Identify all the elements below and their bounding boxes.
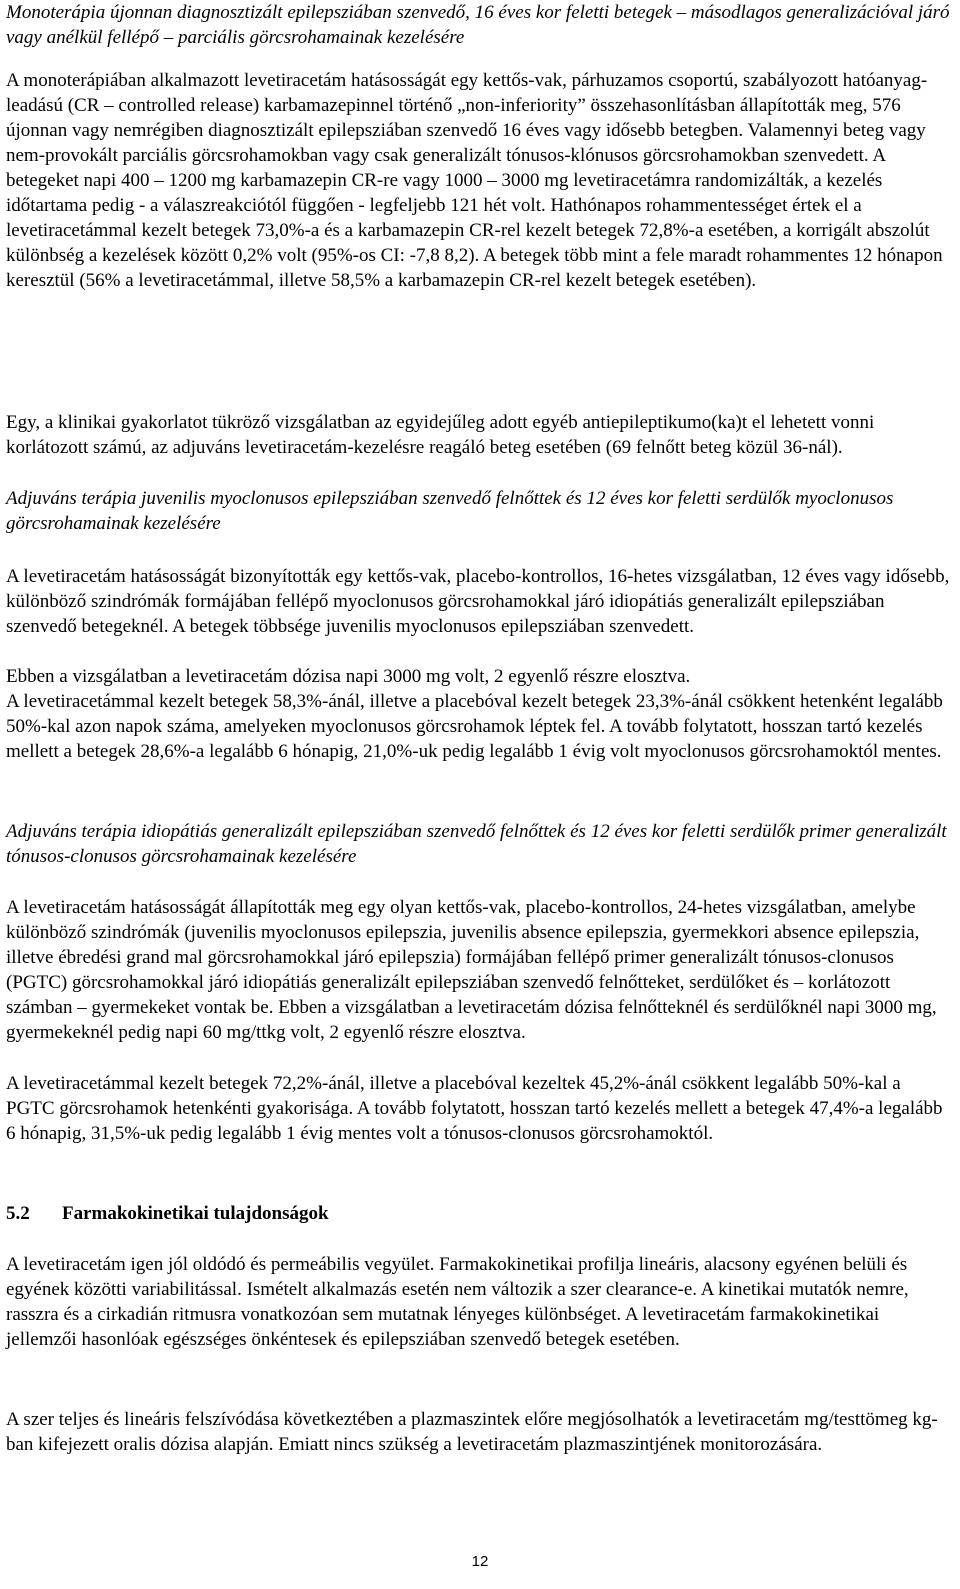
paragraph-absorption: A szer teljes és lineáris felszívódása következtében a plazmaszintek előre megjósolhatók a levetiracetám mg/testtömeg kg-ban kifejezett oralis dózisa alapján. Emiatt nincs szükség a levetiracetám plazmaszintjének monitorozására.	[6, 1409, 938, 1455]
section-heading-pgtc: Adjuváns terápia idiopátiás generalizált epilepsziában szenvedő felnőttek és 12 éves kor feletti serdülők primer generalizált tónusos-clonusos görcsrohamainak kezelésére	[6, 821, 947, 867]
section-heading-monotherapy: Monoterápia újonnan diagnosztizált epilepsziában szenvedő, 16 éves kor feletti betegek – másodlagos generalizációval járó vagy anélkül fellépő – parciális görcsrohamainak kezelésére	[6, 2, 950, 48]
section-number: 5.2	[6, 1203, 30, 1224]
paragraph-clinical-practice: Egy, a klinikai gyakorlatot tükröző vizsgálatban az egyidejűleg adott egyéb antiepileptikumo(ka)t el lehetett vonni korlátozott számú, az adjuváns levetiracetám-kezelésre reagáló beteg esetében (69 felnőtt beteg közül 36-nál).	[6, 412, 875, 458]
section-heading-5-2	[6, 1201, 950, 1226]
paragraph-pharmacokinetics: A levetiracetám igen jól oldódó és permeábilis vegyület. Farmakokinetikai profilja lineáris, alacsony egyénen belüli és egyének közötti variabilitással. Ismételt alkalmazás esetén nem változik a szer clearance-e. A kinetikai mutatók nemre, rasszra és a cirkadián ritmusra vonatkozóan sem mutatnak lényeges különbséget. A levetiracetám farmakokinetikai jellemzői hasonlóak egészséges önkéntesek és epilepsziában szenvedő betegek esetében.	[6, 1254, 909, 1350]
section-title: Farmakokinetikai tulajdonságok	[62, 1203, 329, 1224]
page-number: 12	[471, 1553, 489, 1570]
paragraph-myoclonic-dose: Ebben a vizsgálatban a levetiracetám dózisa napi 3000 mg volt, 2 egyenlő részre elosztva.	[6, 666, 691, 687]
section-heading-myoclonic: Adjuváns terápia juvenilis myoclonusos epilepsziában szenvedő felnőttek és 12 éves kor feletti serdülők myoclonusos görcsrohamainak kezelésére	[6, 488, 894, 534]
paragraph-myoclonic-results: A levetiracetámmal kezelt betegek 58,3%-ánál, illetve a placebóval kezelt betegek 23,3%-ánál csökkent hetenként legalább 50%-kal azon napok száma, amelyeken myoclonusos görcsrohamok léptek fel. A tovább folytatott, hosszan tartó kezelés mellett a betegek 28,6%-a legalább 6 hónapig, 21,0%-uk pedig legalább 1 évig volt myoclonusos görcsrohamoktól mentes.	[6, 691, 943, 762]
paragraph-myoclonic-efficacy: A levetiracetám hatásosságát bizonyították egy kettős-vak, placebo-kontrollos, 16-hetes vizsgálatban, 12 éves vagy idősebb, különböző szindrómák formájában fellépő myoclonusos görcsrohamokkal járó idiopátiás generalizált epilepsziában szenvedő betegeknél. A betegek többsége juvenilis myoclonusos epilepsziában szenvedett.	[6, 566, 950, 637]
paragraph-pgtc-efficacy: A levetiracetám hatásosságát állapították meg egy olyan kettős-vak, placebo-kontrollos, 24-hetes vizsgálatban, amelybe különböző szindrómák (juvenilis myoclonusos epilepszia, juvenilis absence epilepszia, gyermekkori absence epilepszia, illetve ébredési grand mal görcsrohamokkal járó epilepszia) formájában fellépő primer generalizált tónusos-clonusos (PGTC) görcsrohamokkal járó idiopátiás generalizált epilepsziában szenvedő felnőtteket, serdülőket és – korlátozott számban – gyermekeket vontak be. Ebben a vizsgálatban a levetiracetám dózisa felnőtteknél és serdülőknél napi 3000 mg, gyermekeknél pedig napi 60 mg/ttkg volt, 2 egyenlő részre elosztva.	[6, 897, 937, 1043]
paragraph-monotherapy-efficacy: A monoterápiában alkalmazott levetiracetám hatásosságát egy kettős-vak, párhuzamos csoportú, szabályozott hatóanyag-leadású (CR – controlled release) karbamazepinnel történő „non-inferiority” összehasonlításban állapították meg, 576 újonnan vagy nemrégiben diagnosztizált epilepsziában szenvedő 16 éves vagy idősebb betegben. Valamennyi beteg vagy nem-provokált parciális görcsrohamokban vagy csak generalizált tónusos-klónusos görcsrohamokban szenvedett. A betegeket napi 400 – 1200 mg karbamazepin CR-re vagy 1000 – 3000 mg levetiracetámra randomizálták, a kezelés időtartama pedig - a válaszreakciótól függően - legfeljebb 121 hét volt. Hathónapos rohammentességet értek el a levetiracetámmal kezelt betegek 73,0%-a és a karbamazepin CR-rel kezelt betegek 72,8%-a esetében, a korrigált abszolút különbség a kezelések között 0,2% volt (95%-os CI: -7,8 8,2). A betegek több mint a fele maradt rohammentes 12 hónapon keresztül (56% a levetiracetámmal, illetve 58,5% a karbamazepin CR-rel kezelt betegek esetében).	[6, 70, 943, 291]
paragraph-pgtc-results: A levetiracetámmal kezelt betegek 72,2%-ánál, illetve a placebóval kezeltek 45,2%-ánál csökkent legalább 50%-kal a PGTC görcsrohamok hetenkénti gyakorisága. A tovább folytatott, hosszan tartó kezelés mellett a betegek 47,4%-a legalább 6 hónapig, 31,5%-uk pedig legalább 1 évig mentes volt a tónusos-clonusos görcsrohamoktól.	[6, 1073, 943, 1144]
